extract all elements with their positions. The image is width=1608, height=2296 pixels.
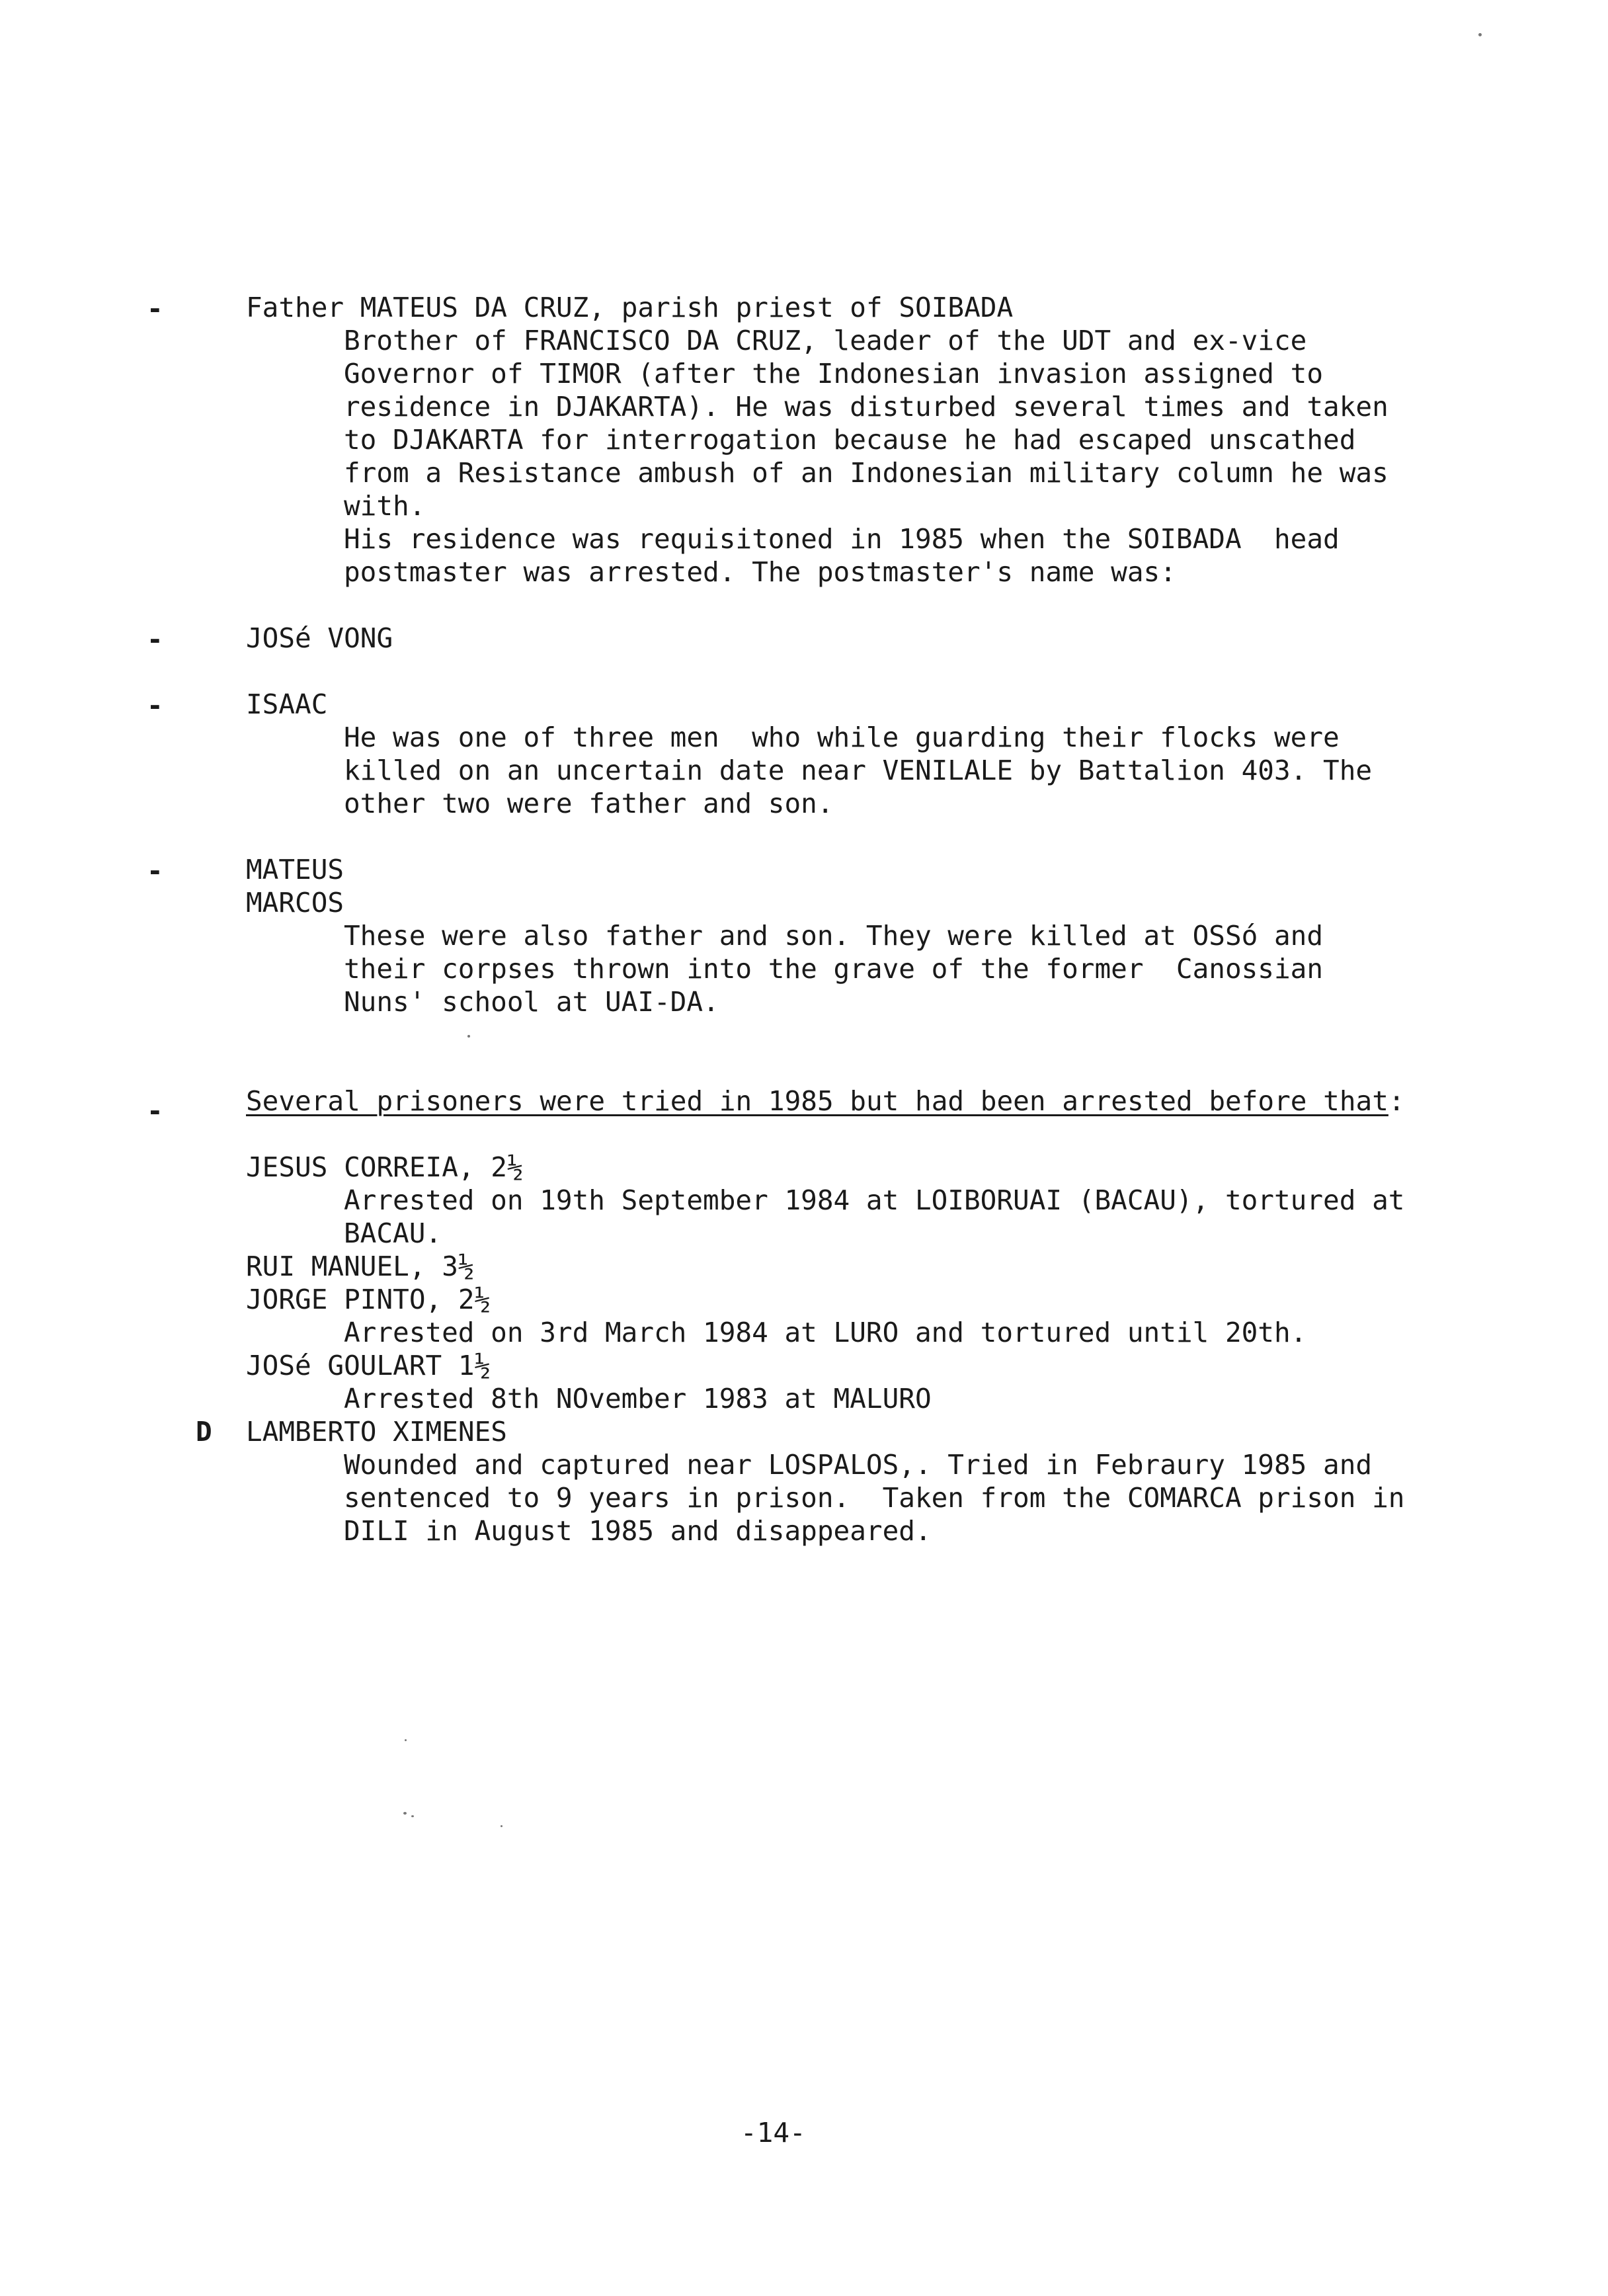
entry-heading: MARCOS xyxy=(246,887,344,919)
entry-dash-marker: - xyxy=(147,1095,163,1127)
entry-body-line: Nuns' school at UAI-DA. xyxy=(344,986,719,1018)
entry-body-line: Governor of TIMOR (after the Indonesian invasion assigned to xyxy=(344,358,1324,390)
scan-speck xyxy=(501,1825,502,1827)
disappeared-marker: D xyxy=(196,1416,212,1448)
prisoner-name: JESUS CORREIA, 2½ xyxy=(246,1151,524,1183)
prisoner-name: JORGE PINTO, 2½ xyxy=(246,1284,491,1315)
prisoner-detail-line: Arrested on 3rd March 1984 at LURO and tortured until 20th. xyxy=(344,1317,1307,1348)
scan-speck xyxy=(1478,33,1482,36)
entry-dash-marker: - xyxy=(147,293,163,325)
entry-body-line: other two were father and son. xyxy=(344,788,834,819)
prisoner-detail-line: Arrested on 19th September 1984 at LOIBORUAI (BACAU), tortured at xyxy=(344,1184,1405,1216)
entry-dash-marker: - xyxy=(147,690,163,721)
section-heading xyxy=(246,1085,1405,1118)
prisoner-detail-line: sentenced to 9 years in prison. Taken from the COMARCA prison in xyxy=(344,1482,1405,1514)
prisoner-name: LAMBERTO XIMENES xyxy=(246,1416,507,1448)
entry-heading: JOSé VONG xyxy=(246,622,393,654)
entry-body-line: from a Resistance ambush of an Indonesian military column he was xyxy=(344,457,1388,489)
entry-heading: Father MATEUS DA CRUZ, parish priest of SOIBADA xyxy=(246,292,1014,323)
scan-speck xyxy=(403,1812,407,1815)
section-heading-colon: : xyxy=(1388,1085,1405,1117)
prisoner-name: JOSé GOULART 1½ xyxy=(246,1350,491,1381)
page-number: -14- xyxy=(741,2117,806,2149)
prisoner-detail-line: Wounded and captured near LOSPALOS,. Tried in Febraury 1985 and xyxy=(344,1449,1373,1481)
section-heading-underlined: Several prisoners were tried in 1985 but had been arrested before that xyxy=(246,1085,1388,1117)
prisoner-name: RUI MANUEL, 3½ xyxy=(246,1250,475,1282)
entry-body-line: killed on an uncertain date near VENILALE by Battalion 403. The xyxy=(344,755,1373,786)
entry-body-line: their corpses thrown into the grave of the former Canossian xyxy=(344,953,1324,985)
entry-body-line: with. xyxy=(344,490,426,522)
scan-speck xyxy=(467,1035,470,1038)
scan-speck xyxy=(405,1739,407,1741)
entry-body-line: These were also father and son. They were killed at OSSó and xyxy=(344,920,1324,952)
scan-speck xyxy=(411,1815,414,1817)
entry-body-line: to DJAKARTA for interrogation because he had escaped unscathed xyxy=(344,424,1356,456)
entry-dash-marker: - xyxy=(147,855,163,887)
entry-body-line: He was one of three men who while guarding their flocks were xyxy=(344,721,1340,753)
entry-dash-marker: - xyxy=(147,624,163,655)
entry-heading: ISAAC xyxy=(246,688,328,720)
entry-heading: MATEUS xyxy=(246,854,344,885)
entry-body-line: residence in DJAKARTA). He was disturbed several times and taken xyxy=(344,391,1388,423)
prisoner-detail-line: Arrested 8th NOvember 1983 at MALURO xyxy=(344,1383,932,1414)
entry-body-line: His residence was requisitoned in 1985 when the SOIBADA head xyxy=(344,523,1340,555)
entry-body-line: Brother of FRANCISCO DA CRUZ, leader of the UDT and ex-vice xyxy=(344,325,1307,356)
prisoner-detail-line: DILI in August 1985 and disappeared. xyxy=(344,1515,932,1547)
prisoner-detail-line: BACAU. xyxy=(344,1217,442,1249)
entry-body-line: postmaster was arrested. The postmaster's name was: xyxy=(344,556,1176,588)
